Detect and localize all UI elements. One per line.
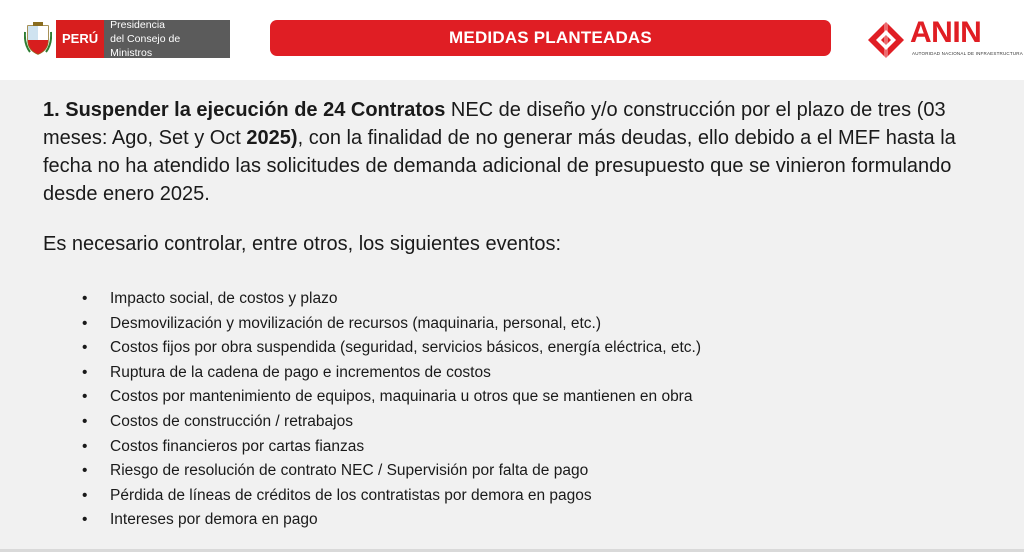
list-item: • Costos de construcción / retrabajos <box>82 410 701 435</box>
anin-wordmark: ANIN <box>910 16 982 49</box>
measure-paragraph <box>43 96 993 208</box>
list-item: • Costos fijos por obra suspendida (seguridad, servicios básicos, energía eléctrica, etc.) <box>82 336 701 361</box>
list-item: • Desmovilización y movilización de recursos (maquinaria, personal, etc.) <box>82 312 701 337</box>
pcm-line-1: Presidencia <box>110 19 165 31</box>
list-item: • Costos por mantenimiento de equipos, maquinaria u otros que se mantienen en obra <box>82 385 701 410</box>
events-intro: Es necesario controlar, entre otros, los siguientes eventos: <box>43 233 562 255</box>
measure-bold-year: 2025) <box>246 127 298 149</box>
pcm-line-2: del Consejo de Ministros <box>110 33 181 59</box>
measure-bold-lead: 1. Suspender la ejecución de 24 Contratos <box>43 99 446 121</box>
list-item: • Impacto social, de costos y plazo <box>82 287 701 312</box>
peru-label: PERÚ <box>56 20 104 58</box>
events-list <box>82 287 701 533</box>
anin-emblem-icon <box>866 20 906 60</box>
measure-text-2: , con la finalidad de no generar más deudas, ello debido a el MEF hasta la fecha no ha atendido las solicitudes de demanda adicional de presupuesto que se vinieron formulando desde enero 2025. <box>43 127 956 205</box>
list-item: • Pérdida de líneas de créditos de los contratistas por demora en pagos <box>82 484 701 509</box>
peru-government-logo <box>24 20 230 58</box>
pcm-label <box>104 20 230 58</box>
anin-subtitle: AUTORIDAD NACIONAL DE INFRAESTRUCTURA <box>912 51 1023 56</box>
anin-logo <box>866 16 1023 62</box>
list-item: • Riesgo de resolución de contrato NEC / Supervisión por falta de pago <box>82 459 701 484</box>
list-item: • Intereses por demora en pago <box>82 508 701 533</box>
slide-header <box>0 0 1024 80</box>
slide-title: MEDIDAS PLANTEADAS <box>270 20 831 56</box>
list-item: • Ruptura de la cadena de pago e incrementos de costos <box>82 361 701 386</box>
measure-text-1: NEC de diseño y/o construcción por el plazo de tres (03 meses: Ago, Set y Oct <box>43 99 946 149</box>
list-item: • Costos financieros por cartas fianzas <box>82 435 701 460</box>
coat-of-arms-icon <box>24 22 52 56</box>
